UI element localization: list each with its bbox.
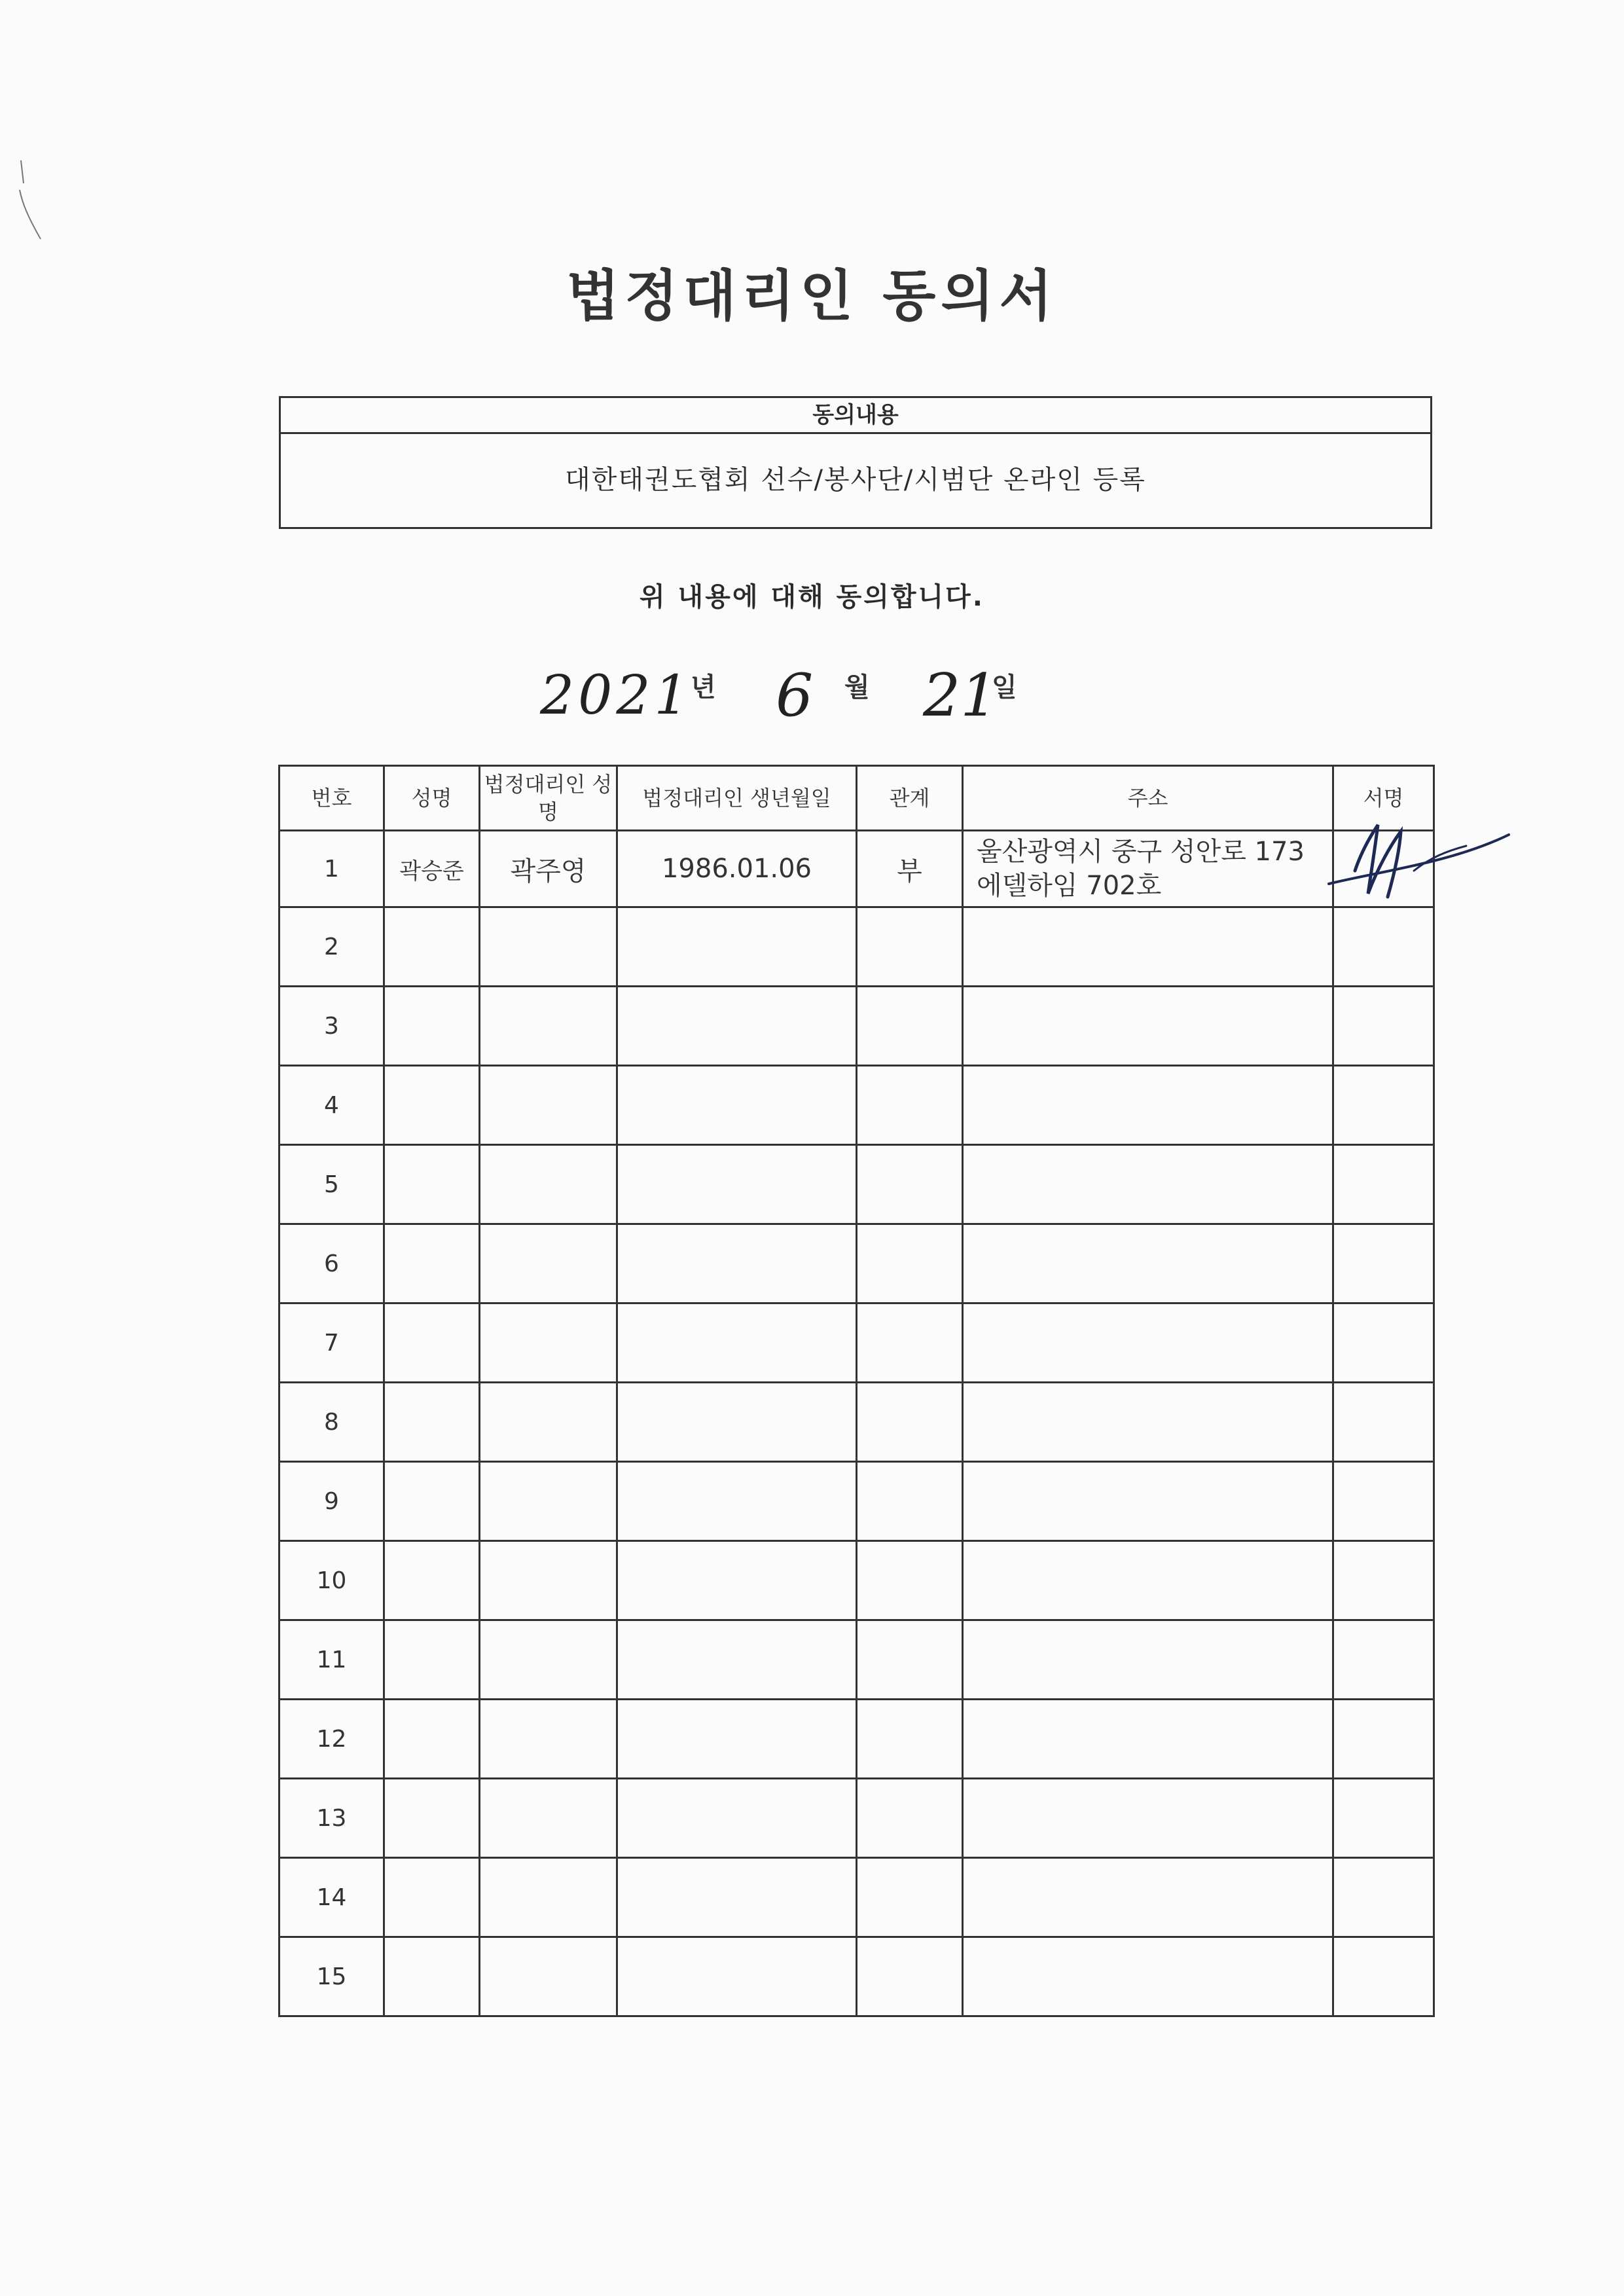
row-guardian-name: 곽주영: [480, 831, 617, 907]
row-name: 곽승준: [384, 831, 480, 907]
table-row: [280, 831, 1434, 907]
row-no: 4: [280, 1066, 384, 1145]
header-guardian-name: 법정대리인 성명: [480, 766, 617, 831]
date-day-unit: 일: [992, 672, 1017, 702]
row-no: 3: [280, 987, 384, 1066]
row-no: 13: [280, 1779, 384, 1858]
table-row: [280, 1620, 1434, 1700]
consent-body: 대한태권도협회 선수/봉사단/시범단 온라인 등록: [565, 465, 1146, 495]
header-address: 주소: [963, 766, 1333, 831]
header-no: 번호: [280, 766, 384, 831]
row-guardian-birth: 1986.01.06: [617, 831, 857, 907]
date-month-unit: 월: [844, 672, 870, 702]
margin-scribble-icon: [8, 157, 47, 242]
row-no: 1: [280, 831, 384, 907]
table-row: [280, 1303, 1434, 1383]
row-no: 5: [280, 1145, 384, 1224]
date-line: [0, 655, 1624, 733]
agree-statement: 위 내용에 대해 동의합니다.: [639, 582, 984, 612]
header-relation: 관계: [857, 766, 963, 831]
date-year-unit: 년: [691, 672, 716, 702]
table-row: [280, 1779, 1434, 1858]
row-no: 6: [280, 1224, 384, 1303]
handwritten-signature-icon: [1316, 805, 1512, 910]
table-row: [280, 987, 1434, 1066]
date-month: 6: [776, 661, 814, 730]
row-no: 9: [280, 1462, 384, 1541]
date-day: 21: [923, 661, 998, 730]
table-row: [280, 1224, 1434, 1303]
table-header-row: [280, 766, 1434, 831]
header-guardian-birth: 법정대리인 생년월일: [617, 766, 857, 831]
row-no: 11: [280, 1620, 384, 1700]
table-row: [280, 1937, 1434, 2016]
table-row: [280, 1383, 1434, 1462]
row-no: 2: [280, 907, 384, 987]
row-relation: 부: [857, 831, 963, 907]
row-no: 10: [280, 1541, 384, 1620]
table-row: [280, 1145, 1434, 1224]
header-signature: 서명: [1333, 766, 1434, 831]
row-no: 8: [280, 1383, 384, 1462]
header-name: 성명: [384, 766, 480, 831]
guardian-table: [278, 765, 1435, 2017]
table-row: [280, 1462, 1434, 1541]
table-row: [280, 907, 1434, 987]
row-no: 14: [280, 1858, 384, 1937]
consent-box: [279, 396, 1432, 529]
table-row: [280, 1858, 1434, 1937]
consent-header: 동의내용: [281, 398, 1430, 434]
table-row: [280, 1066, 1434, 1145]
row-no: 15: [280, 1937, 384, 2016]
row-no: 12: [280, 1700, 384, 1779]
row-address: 울산광역시 중구 성안로 173 에델하임 702호: [963, 831, 1333, 907]
page-title: 법정대리인 동의서: [566, 264, 1058, 328]
row-no: 7: [280, 1303, 384, 1383]
table-row: [280, 1700, 1434, 1779]
date-year: 2021: [540, 665, 693, 727]
table-row: [280, 1541, 1434, 1620]
